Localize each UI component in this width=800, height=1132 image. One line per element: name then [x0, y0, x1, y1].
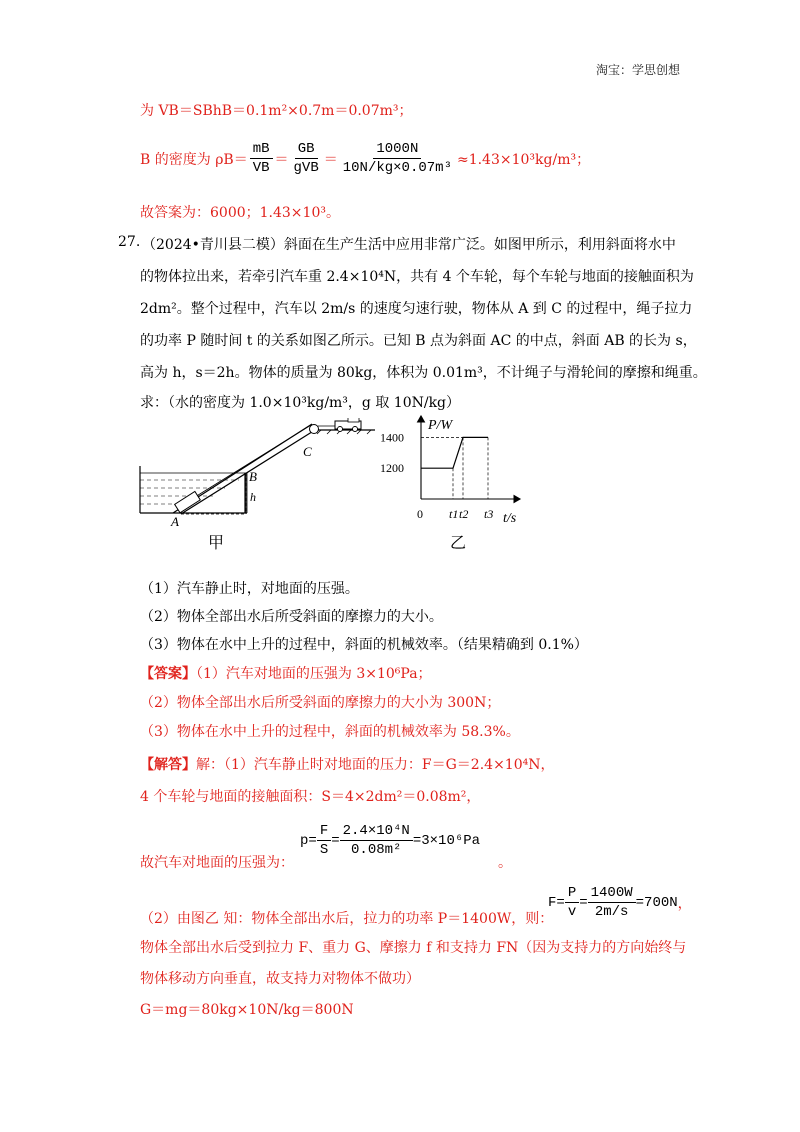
chart-ylabel: P/W	[428, 418, 453, 433]
force-result: =700N	[635, 894, 678, 911]
force-formula: F= $\frac{P}{v}$ = $\frac{1400W}{2m/s}$ =700N ，	[548, 885, 692, 920]
question-number: 27.	[118, 234, 141, 250]
answer-block-1	[140, 663, 432, 683]
figure-incline	[135, 418, 385, 558]
header-shop-label: 淘宝：学思创想	[596, 63, 681, 77]
x-tick-label: t2	[459, 507, 469, 521]
solution-line-5: 物体全部出水后受到拉力 F、重力 G、摩擦力 f 和支持力 FN（因为支持力的方向始终与	[140, 940, 687, 956]
solution-line-4: （2）由图乙 知：物体全部出水后，拉力的功率 P＝1400W，则：	[140, 911, 554, 927]
question-line-3: 2dm²。整个过程中，汽车以 2m/s 的速度匀速行驶，物体从 A 到 C 的过程中，绳子拉力	[140, 301, 693, 317]
question-line-5: 高为 h，s＝2h。物体的质量为 80kg，体积为 0.01m³，不计绳子与滑轮间的摩擦和绳重。	[140, 365, 707, 381]
figure-a-caption: 甲	[208, 533, 225, 552]
pressure-frac-2: $\frac{\text{2.4×10⁴N}}{\text{0.08m²}}$	[340, 822, 413, 859]
figure-power-chart	[376, 412, 536, 532]
density-frac-3: $\frac{1000N}{\text{10N/kg×0.07m³}}$	[342, 141, 452, 176]
sub-question-3: （3）物体在水中上升的过程中，斜面的机械效率。（结果精确到 0.1%）	[140, 637, 588, 653]
density-frac-2: $\frac{GB}{\text{gVB}}$	[293, 141, 319, 176]
pressure-period: 。	[498, 855, 512, 871]
solution-line-3: 故汽车对地面的压强为：	[140, 855, 294, 871]
power-series-line	[421, 437, 488, 468]
y-tick-label: 1200	[380, 461, 404, 476]
x-tick-label: t3	[484, 507, 494, 521]
question-line-4: 的功率 P 随时间 t 的关系如图乙所示。已知 B 点为斜面 AC 的中点，斜面 AB 的长为 s，	[140, 333, 697, 349]
density-formula: B 的密度为 ρB＝ $\frac{mB}{VB}$ ＝ $\frac{GB}{\text{gVB}}$ ＝ $\frac{1000N}{\text{10N/kg×0.07m³}}$ ≈1.43×10³kg/m³；	[140, 141, 591, 176]
label-a: A	[171, 514, 179, 529]
solution-line-1: 【解答】解：（1）汽车静止时对地面的压力：F＝G＝2.4×10⁴N，	[140, 757, 555, 773]
answer-3: （3）物体在水中上升的过程中，斜面的机械效率为 58.3%。	[140, 724, 520, 740]
prev-answer: 故答案为：6000；1.43×10³。	[140, 205, 340, 221]
answer-2: （2）物体全部出水后所受斜面的摩擦力的大小为 300N；	[140, 695, 501, 711]
sub-question-2: （2）物体全部出水后所受斜面的摩擦力的大小。	[140, 609, 443, 625]
sub-question-1: （1）汽车静止时，对地面的压强。	[140, 581, 359, 597]
x-tick-label: t1	[449, 507, 459, 521]
pressure-frac-1: $\frac{F}{S}$	[317, 822, 331, 859]
answer-tag: 【答案】	[140, 666, 196, 682]
solution-line-7: G＝mg＝80kg×10N/kg＝800N	[140, 1002, 354, 1018]
question-line-2: 的物体拉出来，若牵引汽车重 2.4×10⁴N，共有 4 个车轮，每个车轮与地面的接触面积为	[140, 269, 694, 285]
figure-b-caption: 乙	[450, 533, 467, 552]
solution-line-2: 4 个车轮与地面的接触面积：S＝4×2dm²＝0.08m²，	[140, 789, 481, 805]
solution-tag: 【解答】	[140, 757, 196, 773]
pressure-result: =3×10⁶Pa	[412, 832, 481, 849]
pressure-formula: p= $\frac{F}{S}$ = $\frac{\text{2.4×10⁴N}}{\text{0.08m²}}$ =3×10⁶Pa	[300, 823, 481, 858]
chart-xlabel: t/s	[503, 511, 517, 526]
density-result: ≈1.43×10³kg/m³；	[456, 151, 591, 168]
y-tick-label: 1400	[380, 430, 404, 445]
question-line-6: 求：（水的密度为 1.0×10³kg/m³，g 取 10N/kg）	[140, 395, 461, 411]
x-tick-label-origin: 0	[417, 507, 423, 521]
label-b: B	[249, 469, 257, 484]
force-frac-2: $\frac{1400W}{2m/s}$	[588, 884, 636, 921]
density-frac-1: $\frac{mB}{VB}$	[250, 140, 273, 177]
density-label: B 的密度为 ρB＝	[140, 151, 248, 168]
force-frac-1: $\frac{P}{v}$	[565, 884, 579, 921]
label-h: h	[250, 490, 256, 504]
vb-line: 为 VB＝SBhB＝0.1m²×0.7m＝0.07m³；	[140, 103, 413, 119]
label-c: C	[303, 444, 312, 459]
question-line-1: （2024•青川县二模）斜面在生产生活中应用非常广泛。如图甲所示，利用斜面将水中	[142, 237, 676, 253]
answer-1: （1）汽车对地面的压强为 3×10⁶Pa；	[196, 666, 432, 682]
solution-line-6: 物体移动方向垂直，故支持力对物体不做功）	[140, 971, 420, 987]
